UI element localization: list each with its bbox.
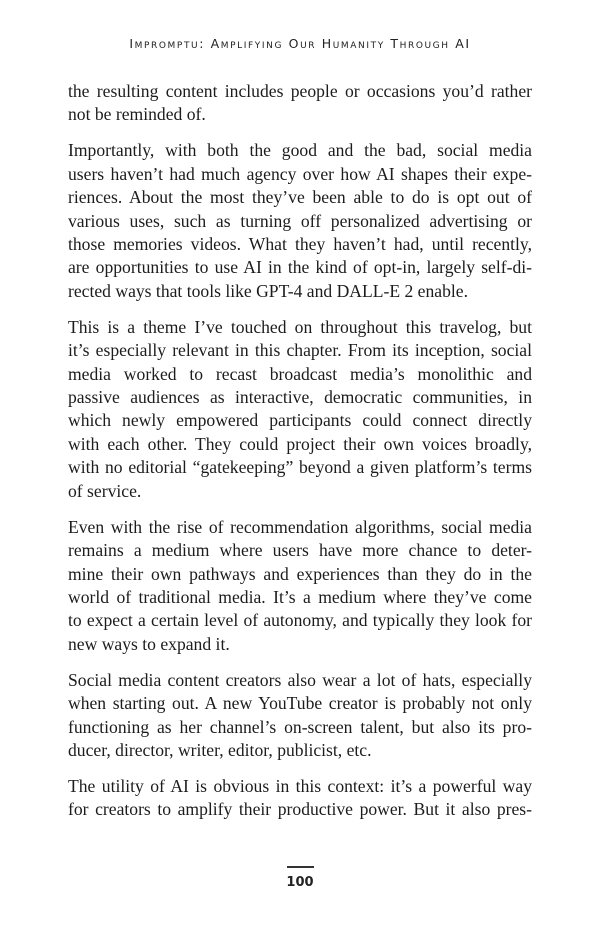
paragraph-6 — [68, 775, 532, 822]
text-line: remains a medium where users have more chance to deter- — [68, 540, 532, 561]
text-line: of service. — [68, 480, 142, 501]
text-line: world of traditional media. It’s a medium where they’ve come — [68, 586, 532, 607]
text-line: ducer, director, writer, editor, publicist, etc. — [68, 739, 372, 760]
text-line: various uses, such as turning off personalized advertising or — [68, 210, 532, 231]
text-line: functioning as her channel’s on-screen talent, but also its pro- — [68, 716, 532, 737]
paragraph-5 — [68, 669, 532, 763]
folio-divider — [287, 866, 314, 868]
text-line: with each other. They could project their own voices broadly, — [68, 433, 532, 454]
text-line: riences. About the most they’ve been able to do is opt out of — [68, 187, 532, 208]
text-line: when starting out. A new YouTube creator is probably not only — [68, 693, 532, 714]
text-line: media worked to recast broadcast media’s monolithic and — [68, 363, 532, 384]
text-line: for creators to amplify their productive power. But it also pres- — [68, 799, 532, 820]
text-line: mine their own pathways and experiences than they do in the — [68, 563, 532, 584]
paragraph-3 — [68, 316, 532, 503]
text-line: with no editorial “gatekeeping” beyond a given platform’s terms — [68, 457, 532, 478]
paragraph-4 — [68, 516, 532, 656]
text-line: new ways to expand it. — [68, 633, 230, 654]
text-line: Importantly, with both the good and the bad, social media — [68, 140, 532, 161]
text-line: rected ways that tools like GPT-4 and DALL-E 2 enable. — [68, 280, 468, 301]
text-line: Even with the rise of recommendation algorithms, social media — [68, 516, 532, 537]
text-line: This is a theme I’ve touched on throughout this travelog, but — [68, 316, 532, 337]
text-line: the resulting content includes people or occasions you’d rather — [68, 81, 532, 101]
paragraph-2 — [68, 139, 532, 303]
text-line: which newly empowered participants could connect directly — [68, 410, 532, 431]
text-line: users haven’t had much agency over how AI shapes their expe- — [68, 163, 532, 184]
running-head: Impromptu: Amplifying Our Humanity Through AI — [129, 36, 471, 51]
text-line: those memories videos. What they haven’t had, until recently, — [68, 234, 532, 255]
text-line: The utility of AI is obvious in this context: it’s a powerful way — [68, 775, 532, 796]
paragraph-1 — [68, 80, 532, 127]
text-line: are opportunities to use AI in the kind of opt-in, largely self-di- — [68, 257, 532, 278]
text-line: to expect a certain level of autonomy, and typically they look for — [68, 610, 532, 631]
body-text — [68, 80, 532, 834]
text-line: not be reminded of. — [68, 104, 206, 125]
page-number: 100 — [286, 875, 314, 890]
text-line: passive audiences as interactive, democratic communities, in — [68, 387, 532, 408]
text-line: Social media content creators also wear a lot of hats, especially — [68, 669, 532, 690]
text-line: it’s especially relevant in this chapter. From its inception, social — [68, 340, 532, 361]
